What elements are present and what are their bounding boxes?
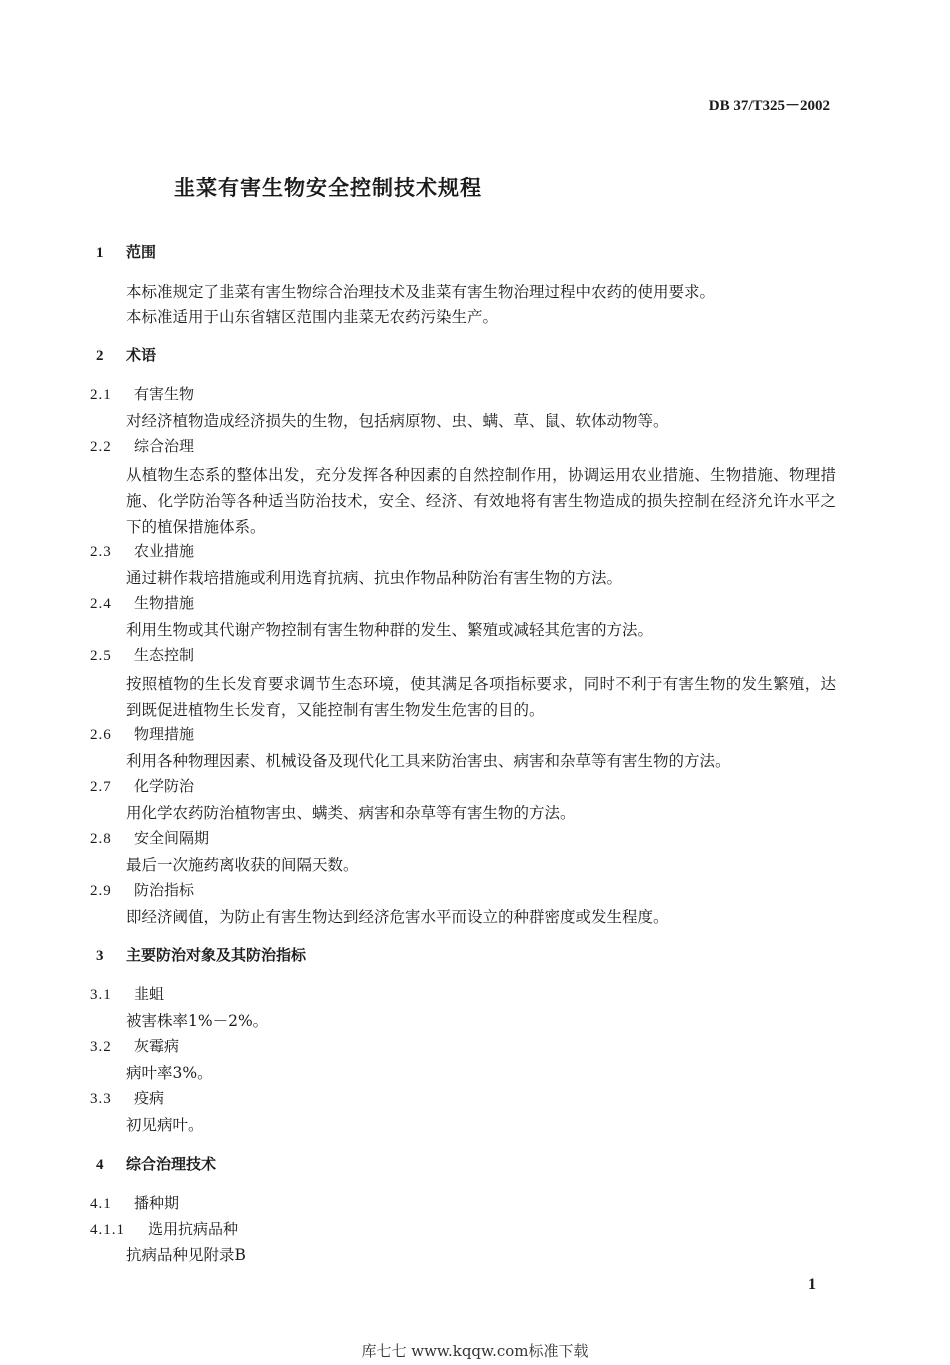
subsection-title: 播种期 <box>134 1194 180 1212</box>
subsection-title: 选用抗病品种 <box>148 1220 239 1238</box>
section-title: 术语 <box>126 346 157 364</box>
term-2-3-heading <box>90 541 194 562</box>
target-3-1-index: 被害株率1%－2%。 <box>126 1012 269 1030</box>
section-title: 主要防治对象及其防治指标 <box>126 946 307 964</box>
target-number: 3.3 <box>90 1091 112 1107</box>
term-2-6-definition: 利用各种物理因素、机械设备及现代化工具来防治害虫、病害和杂草等有害生物的方法。 <box>126 752 731 770</box>
section-3-heading <box>96 945 306 966</box>
term-number: 2.3 <box>90 544 112 560</box>
document-title: 韭菜有害生物安全控制技术规程 <box>174 176 482 200</box>
term-2-1-definition: 对经济植物造成经济损失的生物，包括病原物、虫、螨、草、鼠、软体动物等。 <box>126 412 669 430</box>
subsection-number: 4.1.1 <box>90 1222 125 1238</box>
term-title: 安全间隔期 <box>134 829 210 847</box>
section-title: 范围 <box>126 243 157 261</box>
target-number: 3.1 <box>90 987 112 1003</box>
term-2-2-heading <box>90 436 194 457</box>
section-number: 1 <box>96 245 104 261</box>
subsection-4-1-heading <box>90 1193 179 1214</box>
subsection-4-1-1-heading <box>90 1219 238 1240</box>
term-number: 2.8 <box>90 831 112 847</box>
term-number: 2.1 <box>90 387 112 403</box>
section-title: 综合治理技术 <box>126 1155 217 1173</box>
term-2-1-heading <box>90 384 194 405</box>
term-2-7-heading <box>90 776 194 797</box>
section-1-paragraph-2: 本标准适用于山东省辖区范围内韭菜无农药污染生产。 <box>126 308 499 326</box>
target-number: 3.2 <box>90 1039 112 1055</box>
term-2-2-definition: 从植物生态系的整体出发，充分发挥各种因素的自然控制作用，协调运用农业措施、生物措施、物理措施、化学防治等各种适当防治技术，安全、经济、有效地将有害生物造成的损失控制在经济允许水平之下的植保措施体系。 <box>126 466 836 536</box>
target-3-3-heading <box>90 1088 164 1109</box>
target-3-1-heading <box>90 984 164 1005</box>
standard-code: DB 37/T325－2002 <box>708 98 830 114</box>
section-1-heading <box>96 242 156 263</box>
term-title: 生物措施 <box>134 594 195 612</box>
term-title: 物理措施 <box>134 725 195 743</box>
term-2-5-definition: 按照植物的生长发育要求调节生态环境，使其满足各项指标要求，同时不利于有害生物的发生繁殖，达到既促进植物生长发育，又能控制有害生物发生危害的目的。 <box>126 675 836 719</box>
section-2-heading <box>96 345 156 366</box>
target-3-2-heading <box>90 1036 179 1057</box>
term-title: 有害生物 <box>134 385 195 403</box>
term-number: 2.4 <box>90 596 112 612</box>
term-2-3-definition: 通过耕作栽培措施或利用选育抗病、抗虫作物品种防治有害生物的方法。 <box>126 569 623 587</box>
subsection-4-1-1-text: 抗病品种见附录B <box>126 1246 246 1264</box>
target-3-2-index: 病叶率3%。 <box>126 1064 213 1082</box>
section-number: 2 <box>96 348 104 364</box>
subsection-number: 4.1 <box>90 1196 112 1212</box>
target-3-3-index: 初见病叶。 <box>126 1116 204 1134</box>
section-number: 4 <box>96 1157 104 1173</box>
section-4-heading <box>96 1154 216 1175</box>
term-number: 2.7 <box>90 779 112 795</box>
term-title: 防治指标 <box>134 881 195 899</box>
term-2-9-definition: 即经济阈值，为防止有害生物达到经济危害水平而设立的种群密度或发生程度。 <box>126 908 669 926</box>
term-2-4-definition: 利用生物或其代谢产物控制有害生物种群的发生、繁殖或减轻其危害的方法。 <box>126 621 654 639</box>
term-2-8-definition: 最后一次施药离收获的间隔天数。 <box>126 856 359 874</box>
section-1-paragraph-1: 本标准规定了韭菜有害生物综合治理技术及韭菜有害生物治理过程中农药的使用要求。 <box>126 283 716 301</box>
target-title: 韭蛆 <box>134 985 165 1003</box>
section-number: 3 <box>96 948 104 964</box>
term-title: 生态控制 <box>134 646 195 664</box>
target-title: 疫病 <box>134 1089 165 1107</box>
term-number: 2.5 <box>90 648 112 664</box>
term-number: 2.6 <box>90 727 112 743</box>
page-number: 1 <box>808 1276 816 1293</box>
term-number: 2.9 <box>90 883 112 899</box>
footer-watermark: 库七七 www.kqqw.com标准下载 <box>361 1342 589 1360</box>
term-title: 化学防治 <box>134 777 195 795</box>
term-number: 2.2 <box>90 439 112 455</box>
term-2-6-heading <box>90 724 194 745</box>
term-2-8-heading <box>90 828 209 849</box>
term-2-5-heading <box>90 645 194 666</box>
term-title: 综合治理 <box>134 437 195 455</box>
term-2-9-heading <box>90 880 194 901</box>
term-2-7-definition: 用化学农药防治植物害虫、螨类、病害和杂草等有害生物的方法。 <box>126 804 576 822</box>
term-2-4-heading <box>90 593 194 614</box>
term-title: 农业措施 <box>134 542 195 560</box>
target-title: 灰霉病 <box>134 1037 180 1055</box>
